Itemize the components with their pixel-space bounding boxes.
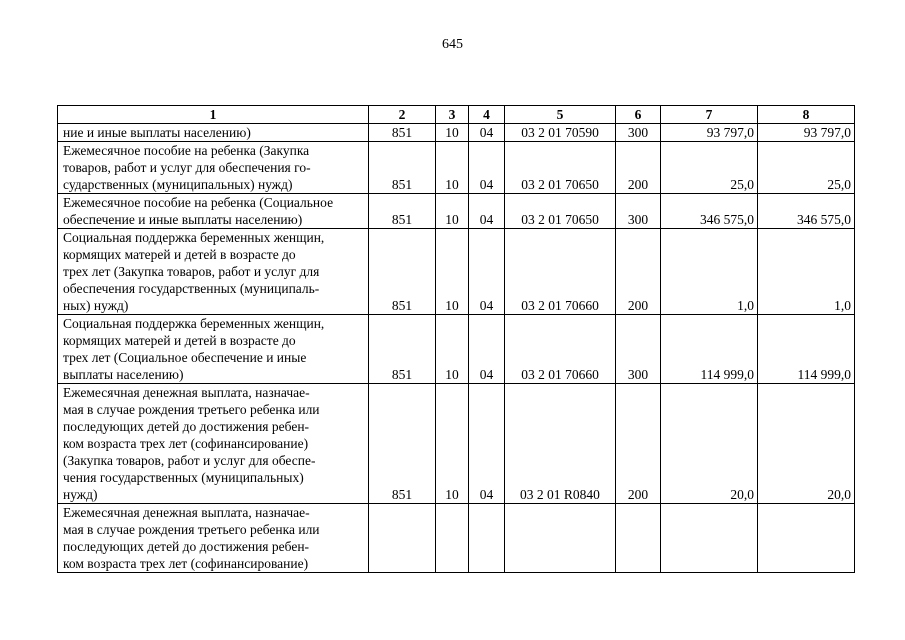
amount-cell bbox=[758, 504, 855, 573]
section-code-cell: 10 bbox=[436, 142, 469, 194]
target-article-cell: 03 2 01 70650 bbox=[505, 142, 616, 194]
expense-type-cell: 300 bbox=[616, 315, 661, 384]
expense-type-cell: 300 bbox=[616, 194, 661, 229]
column-header: 1 bbox=[58, 106, 369, 124]
expense-description-line: последующих детей до достижения ребен- bbox=[63, 419, 310, 434]
ministry-code-cell: 851 bbox=[369, 194, 436, 229]
expense-description-cell bbox=[58, 384, 369, 504]
amount-cell bbox=[661, 504, 758, 573]
expense-description-line: обеспечения государственных (муниципаль- bbox=[63, 281, 320, 296]
subsection-code-cell: 04 bbox=[469, 124, 505, 142]
target-article-cell: 03 2 01 R0840 bbox=[505, 384, 616, 504]
subsection-code-cell: 04 bbox=[469, 142, 505, 194]
expense-description-line: ком возраста трех лет (софинансирование) bbox=[63, 556, 309, 571]
ministry-code-cell: 851 bbox=[369, 124, 436, 142]
table-body bbox=[58, 124, 855, 573]
table-row bbox=[58, 194, 855, 229]
expense-description-line: последующих детей до достижения ребен- bbox=[63, 539, 310, 554]
target-article-cell: 03 2 01 70650 bbox=[505, 194, 616, 229]
amount-cell: 1,0 bbox=[661, 229, 758, 315]
amount-cell: 346 575,0 bbox=[661, 194, 758, 229]
expense-description-line: сударственных (муниципальных) нужд) bbox=[63, 177, 293, 192]
expense-description-line: ком возраста трех лет (софинансирование) bbox=[63, 436, 309, 451]
expense-description-cell bbox=[58, 124, 369, 142]
ministry-code-cell: 851 bbox=[369, 315, 436, 384]
table-row bbox=[58, 124, 855, 142]
expense-description-line: ных) нужд) bbox=[63, 298, 129, 313]
amount-cell: 25,0 bbox=[758, 142, 855, 194]
section-code-cell bbox=[436, 504, 469, 573]
column-header: 7 bbox=[661, 106, 758, 124]
expense-description-line: выплаты населению) bbox=[63, 367, 184, 382]
expense-description-line: кормящих матерей и детей в возрасте до bbox=[63, 333, 296, 348]
expense-description-line: трех лет (Социальное обеспечение и иные bbox=[63, 350, 307, 365]
amount-cell: 346 575,0 bbox=[758, 194, 855, 229]
target-article-cell: 03 2 01 70660 bbox=[505, 315, 616, 384]
table-row bbox=[58, 142, 855, 194]
subsection-code-cell: 04 bbox=[469, 194, 505, 229]
expense-description-line: мая в случае рождения третьего ребенка или bbox=[63, 402, 320, 417]
table-row bbox=[58, 315, 855, 384]
amount-cell: 114 999,0 bbox=[758, 315, 855, 384]
expense-description-cell bbox=[58, 142, 369, 194]
section-code-cell: 10 bbox=[436, 384, 469, 504]
expense-description-line: Социальная поддержка беременных женщин, bbox=[63, 316, 325, 331]
column-header: 2 bbox=[369, 106, 436, 124]
expense-description-cell bbox=[58, 229, 369, 315]
expense-type-cell: 300 bbox=[616, 124, 661, 142]
target-article-cell: 03 2 01 70590 bbox=[505, 124, 616, 142]
column-header: 5 bbox=[505, 106, 616, 124]
subsection-code-cell: 04 bbox=[469, 384, 505, 504]
amount-cell: 1,0 bbox=[758, 229, 855, 315]
expense-description-line: кормящих матерей и детей в возрасте до bbox=[63, 247, 296, 262]
amount-cell: 114 999,0 bbox=[661, 315, 758, 384]
section-code-cell: 10 bbox=[436, 315, 469, 384]
column-header: 4 bbox=[469, 106, 505, 124]
expense-description-line: нужд) bbox=[63, 487, 98, 502]
amount-cell: 25,0 bbox=[661, 142, 758, 194]
ministry-code-cell: 851 bbox=[369, 142, 436, 194]
expense-description-line: чения государственных (муниципальных) bbox=[63, 470, 304, 485]
table-row bbox=[58, 229, 855, 315]
amount-cell: 93 797,0 bbox=[758, 124, 855, 142]
expense-description-line: обеспечение и иные выплаты населению) bbox=[63, 212, 303, 227]
expense-type-cell bbox=[616, 504, 661, 573]
expense-description-line: Ежемесячная денежная выплата, назначае- bbox=[63, 505, 310, 520]
expense-type-cell: 200 bbox=[616, 142, 661, 194]
expense-description-line: товаров, работ и услуг для обеспечения го- bbox=[63, 160, 311, 175]
target-article-cell bbox=[505, 504, 616, 573]
section-code-cell: 10 bbox=[436, 194, 469, 229]
section-code-cell: 10 bbox=[436, 124, 469, 142]
expense-description-line: Ежемесячное пособие на ребенка (Социальное bbox=[63, 195, 334, 210]
expense-description-cell bbox=[58, 504, 369, 573]
column-header: 3 bbox=[436, 106, 469, 124]
expense-description-line: Социальная поддержка беременных женщин, bbox=[63, 230, 325, 245]
ministry-code-cell: 851 bbox=[369, 384, 436, 504]
expense-type-cell: 200 bbox=[616, 229, 661, 315]
expense-description-cell bbox=[58, 194, 369, 229]
table-row bbox=[58, 504, 855, 573]
amount-cell: 93 797,0 bbox=[661, 124, 758, 142]
amount-cell: 20,0 bbox=[758, 384, 855, 504]
expense-description-line: трех лет (Закупка товаров, работ и услуг для bbox=[63, 264, 320, 279]
subsection-code-cell bbox=[469, 504, 505, 573]
section-code-cell: 10 bbox=[436, 229, 469, 315]
expense-description-line: (Закупка товаров, работ и услуг для обеспе- bbox=[63, 453, 316, 468]
table-row bbox=[58, 384, 855, 504]
page-number: 645 bbox=[442, 37, 463, 52]
expense-description-line: Ежемесячное пособие на ребенка (Закупка bbox=[63, 143, 310, 158]
amount-cell: 20,0 bbox=[661, 384, 758, 504]
target-article-cell: 03 2 01 70660 bbox=[505, 229, 616, 315]
column-header: 8 bbox=[758, 106, 855, 124]
header-row bbox=[58, 106, 855, 124]
expense-description-line: мая в случае рождения третьего ребенка или bbox=[63, 522, 320, 537]
subsection-code-cell: 04 bbox=[469, 315, 505, 384]
subsection-code-cell: 04 bbox=[469, 229, 505, 315]
expense-description-line: ние и иные выплаты населению) bbox=[63, 125, 251, 140]
ministry-code-cell: 851 bbox=[369, 229, 436, 315]
ministry-code-cell bbox=[369, 504, 436, 573]
column-header: 6 bbox=[616, 106, 661, 124]
expense-description-line: Ежемесячная денежная выплата, назначае- bbox=[63, 385, 310, 400]
expense-type-cell: 200 bbox=[616, 384, 661, 504]
budget-table bbox=[57, 105, 855, 573]
expense-description-cell bbox=[58, 315, 369, 384]
